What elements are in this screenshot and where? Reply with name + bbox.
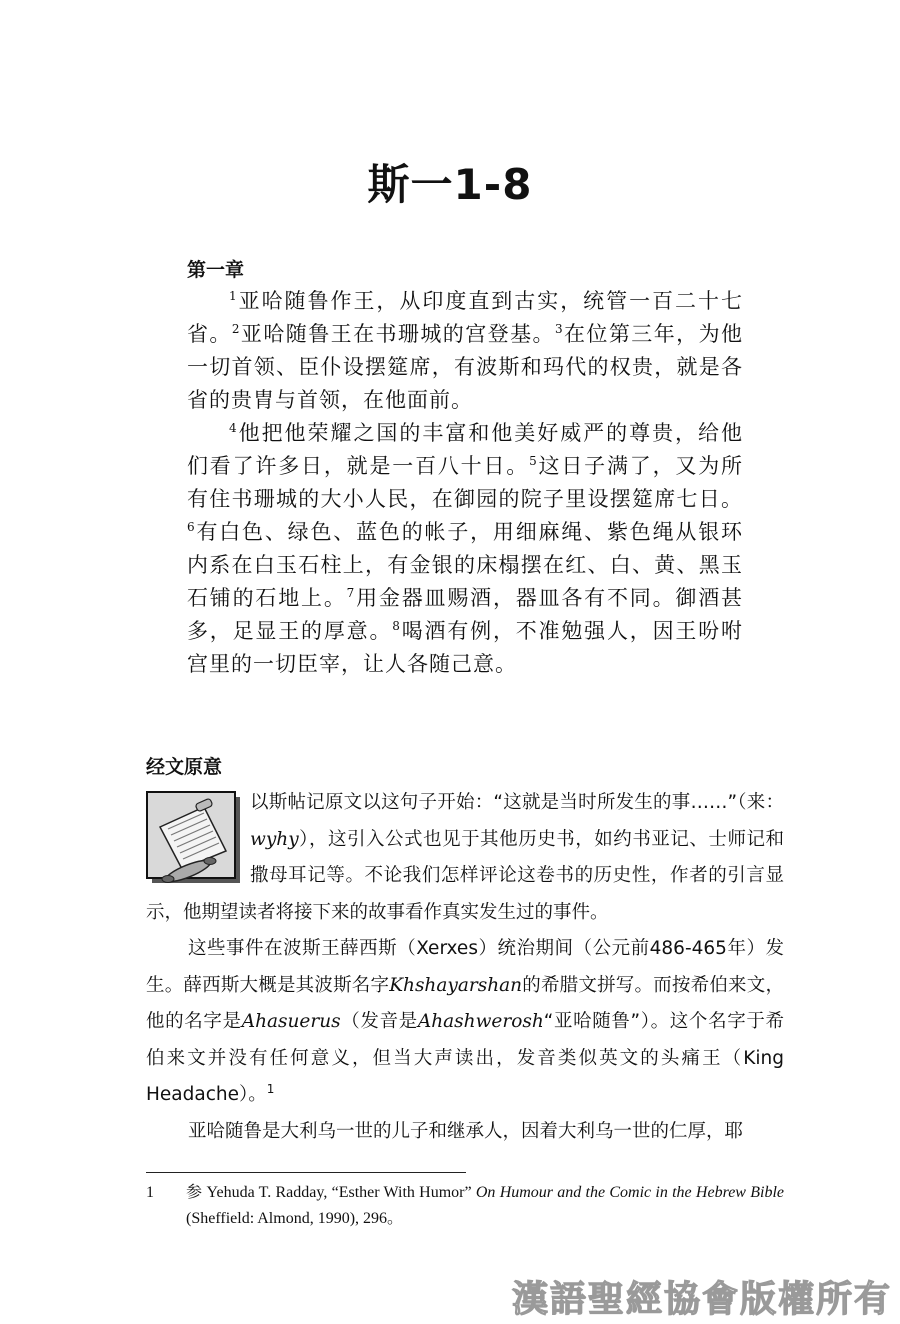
chapter-heading: 第一章 — [187, 259, 245, 281]
page-title: 斯一1-8 — [367, 160, 533, 209]
verse-number: 5 — [529, 454, 538, 468]
verse-number: 7 — [346, 586, 356, 600]
verse-text: 有白色、绿色、蓝色的帐子，用细麻绳、紫色绳从银环内系在白玉石柱上，有金银的床榻摆在红、白、黄、黑玉石铺的石地上。 — [187, 520, 743, 610]
footnote-number: 1 — [146, 1184, 154, 1201]
verse-text: 喝酒有例，不准勉强人，因王吩咐宫里的一切臣宰，让人各随己意。 — [187, 619, 744, 676]
footnote-reference[interactable]: 1 — [266, 1081, 275, 1096]
footnote-text: 参 Yehuda T. Radday, “Esther With Humor” On Humour and the Comic in the Hebrew Bible (Sheffield: Almond, 1990), 296。 — [186, 1184, 785, 1227]
section-heading: 经文原意 — [146, 756, 223, 778]
copyright-watermark: 漢語聖經協會版權所有 — [511, 1279, 892, 1320]
verse-number: 2 — [231, 322, 241, 336]
footnote-divider — [146, 1172, 466, 1173]
verse-text: 用金器皿赐酒，器皿各有不同。御酒甚多，足显王的厚意。 — [187, 586, 744, 643]
scripture-paragraph — [187, 285, 743, 417]
verse-text: 他把他荣耀之国的丰富和他美好威严的尊贵，给他们看了许多日，就是一百八十日。 — [187, 421, 743, 478]
icon-spacer — [146, 785, 250, 889]
commentary-paragraph: 亚哈随鲁是大利乌一世的儿子和继承人，因着大利乌一世的仁厚，耶 — [188, 1120, 744, 1142]
verse-number: 3 — [554, 322, 564, 336]
verse-text: 这日子满了，又为所有住书珊城的大小人民，在御园的院子里设摆筵席七日。 — [187, 454, 744, 511]
scripture-paragraph — [187, 417, 743, 681]
commentary-paragraph: 以斯帖记原文以这句子开始：“这就是当时所发生的事……”（来：wyhy），这引入公式也见于其他历史书，如约书亚记、士师记和撒母耳记等。不论我们怎样评论这卷书的历史性，作者的引言显示，他期望读者将接下来的故事看作真实发生过的事件。 — [146, 785, 784, 931]
verse-number: 6 — [187, 520, 196, 534]
commentary-text — [146, 785, 784, 1150]
verse-text: 亚哈随鲁作王，从印度直到古实，统管一百二十七省。 — [187, 289, 743, 346]
verse-text: 亚哈随鲁王在书珊城的宫登基。 — [240, 322, 555, 346]
verse-number: 8 — [392, 619, 401, 633]
verse-number: 1 — [229, 289, 238, 303]
verse-number: 4 — [229, 421, 238, 435]
footnote — [146, 1180, 784, 1232]
commentary-paragraph: 这些事件在波斯王薛西斯（Xerxes）统治期间（公元前486-465年）发生。薛西斯大概是其波斯名字Khshayarshan的希腊文拼写。而按希伯来文，他的名字是Ahasuerus（发音是Ahashwerosh“亚哈随鲁”）。这个名字于希伯来文并没有任何意义，但当大声读出，发音类似英文的头痛王（King Headache）。$^1$ — [146, 938, 784, 1105]
verse-text: 在位第三年，为他一切首领、臣仆设摆筵席，有波斯和玛代的权贵，就是各省的贵胄与首领，在他面前。 — [187, 322, 744, 412]
scripture-text — [187, 285, 743, 681]
